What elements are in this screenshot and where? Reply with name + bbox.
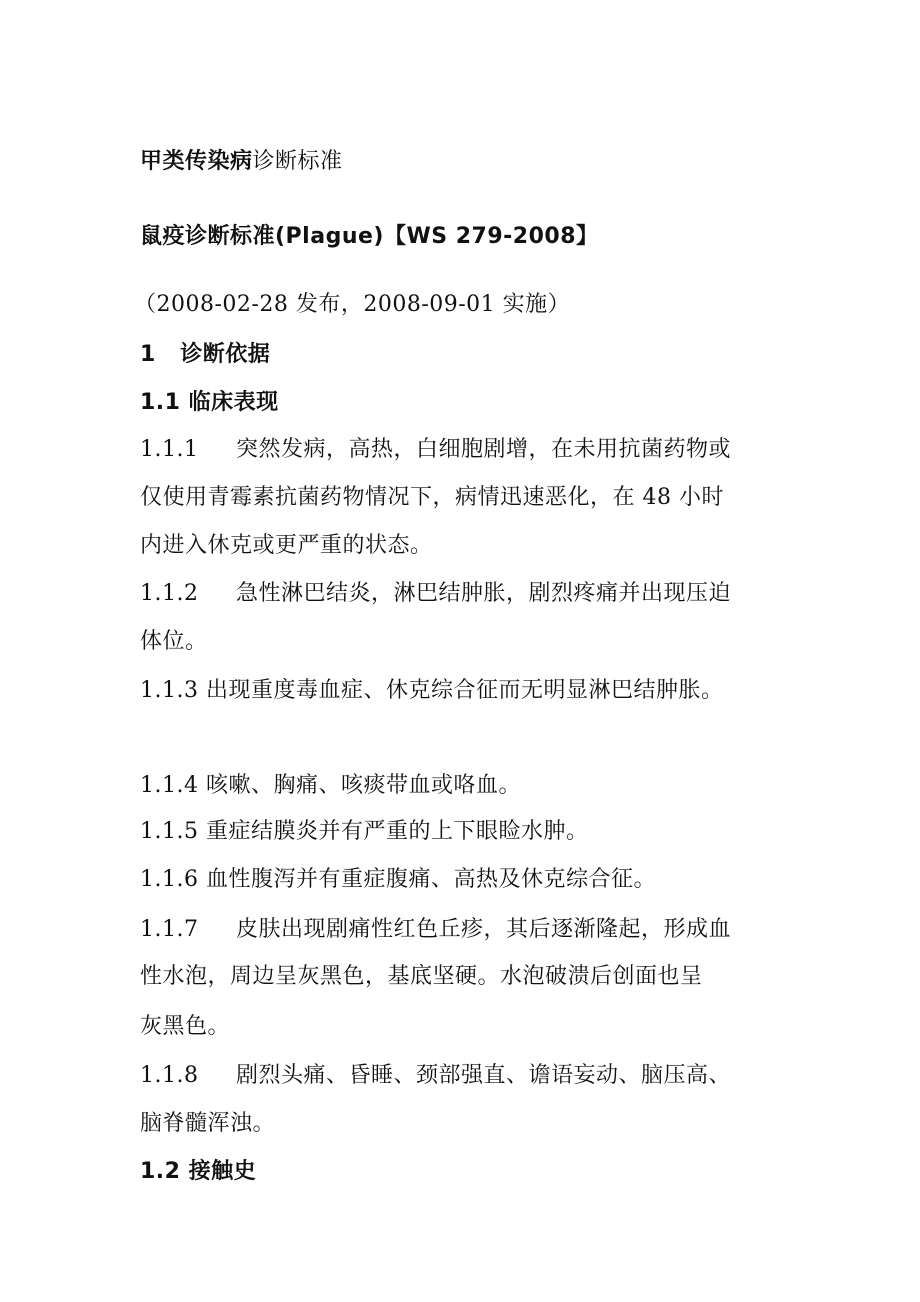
item-1-1-2-line: 体位。 xyxy=(140,629,208,654)
item-1-1-2-line: 1.1.2 急性淋巴结炎，淋巴结肿胀，剧烈疼痛并出现压迫 xyxy=(140,581,731,606)
section-1-1-heading: 1.1 临床表现 xyxy=(140,390,279,415)
document-title xyxy=(140,149,343,175)
section-1-2-heading: 1.2 接触史 xyxy=(140,1159,257,1184)
item-1-1-7-line: 性水泡，周边呈灰黑色，基底坚硬。水泡破溃后创面也呈 xyxy=(140,964,703,989)
publication-dates: （2008-02-28 发布，2008-09-01 实施） xyxy=(134,292,571,317)
item-1-1-4: 1.1.4 咳嗽、胸痛、咳痰带血或咯血。 xyxy=(140,773,521,798)
document-title-normal: 诊断标准 xyxy=(252,149,343,174)
section-1-heading: 1 诊断依据 xyxy=(140,342,271,367)
item-1-1-5: 1.1.5 重症结膜炎并有严重的上下眼睑水肿。 xyxy=(140,819,589,844)
item-1-1-6: 1.1.6 血性腹泻并有重症腹痛、高热及休克综合征。 xyxy=(140,867,656,892)
item-1-1-8-line: 1.1.8 剧烈头痛、昏睡、颈部强直、谵语妄动、脑压高、 xyxy=(140,1063,731,1088)
item-1-1-1-line: 内进入休克或更严重的状态。 xyxy=(140,533,433,558)
item-1-1-7-line: 1.1.7 皮肤出现剧痛性红色丘疹，其后逐渐隆起，形成血 xyxy=(140,917,731,942)
item-1-1-1-line: 仅使用青霉素抗菌药物情况下，病情迅速恶化，在 48 小时 xyxy=(140,485,724,510)
item-1-1-7-line: 灰黑色。 xyxy=(140,1014,231,1039)
standard-title: 鼠疫诊断标准(Plague)【WS 279-2008】 xyxy=(140,224,599,249)
document-title-bold: 甲类传染病 xyxy=(140,149,253,174)
item-1-1-8-line: 脑脊髓浑浊。 xyxy=(140,1111,276,1136)
item-1-1-3: 1.1.3 出现重度毒血症、休克综合征而无明显淋巴结肿胀。 xyxy=(140,678,724,703)
item-1-1-1-line: 1.1.1 突然发病，高热，白细胞剧增，在未用抗菌药物或 xyxy=(140,437,731,462)
